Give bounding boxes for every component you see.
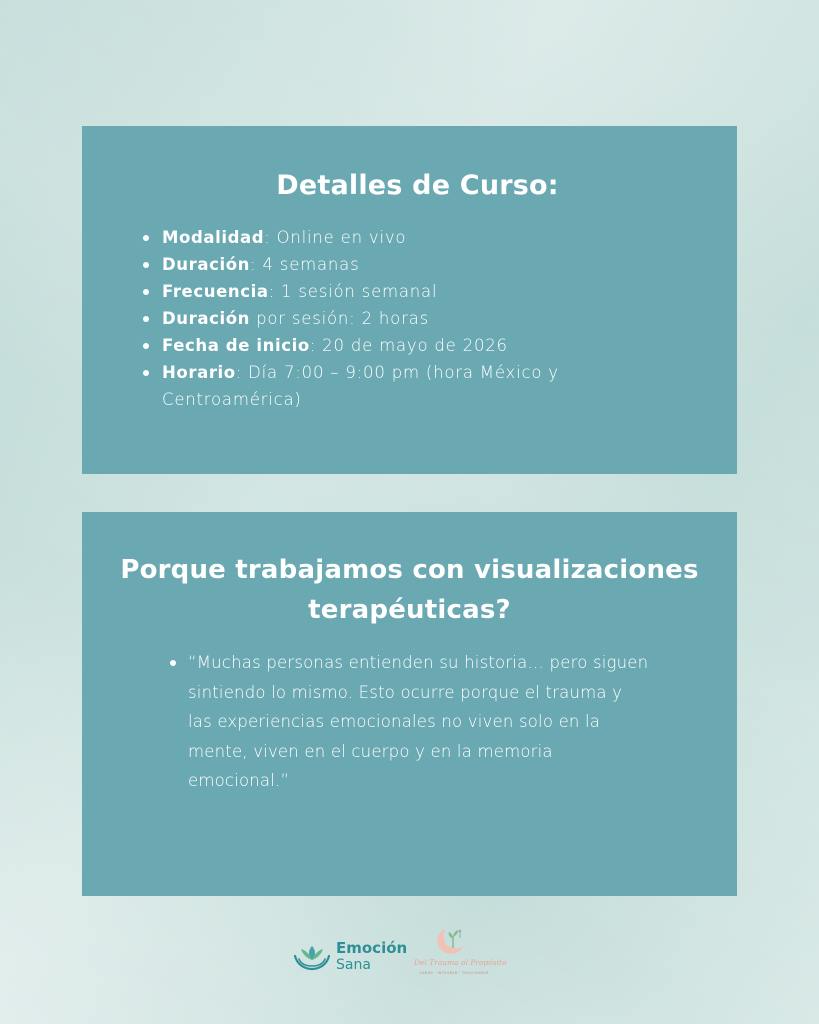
moon-sprout-icon [426, 926, 476, 958]
detail-value: : 1 sesión semanal [268, 282, 438, 301]
detail-label: Modalidad [162, 228, 265, 247]
emocion-sana-logo [292, 940, 412, 976]
detail-value: por sesión: 2 horas [250, 309, 429, 328]
footer-logos [0, 924, 819, 984]
detail-item-frecuencia [138, 278, 697, 305]
trauma-proposito-logo [414, 926, 507, 984]
detail-item-horario [138, 359, 697, 413]
detail-value: : 20 de mayo de 2026 [309, 336, 508, 355]
detail-label: Duración [162, 255, 251, 274]
detail-value: : Online en vivo [264, 228, 407, 247]
brand-line-1: Emoción [336, 939, 408, 957]
detail-label: Duración [162, 309, 251, 328]
why-visualizations-title: Porque trabajamos con visualizaciones terapéuticas? [120, 555, 699, 625]
detail-item-modalidad [138, 224, 697, 251]
detail-value: : 4 semanas [250, 255, 360, 274]
detail-label: Fecha de inicio [162, 336, 310, 355]
detail-item-duracion-sesion [138, 305, 697, 332]
course-details-card [82, 126, 737, 474]
detail-label: Horario [162, 363, 236, 382]
lotus-hands-icon [292, 942, 332, 974]
detail-value: : Día 7:00 – 9:00 pm (hora México y Centroamérica) [162, 363, 559, 409]
detail-item-duracion [138, 251, 697, 278]
quote-list [106, 648, 713, 796]
emocion-sana-wordmark [336, 940, 407, 974]
why-visualizations-card [82, 512, 737, 896]
detail-label: Frecuencia [162, 282, 269, 301]
trauma-script-text: Del Trauma al Propósito [414, 958, 507, 967]
quote-item: “Muchas personas entienden su historia… pero siguen sintiendo lo mismo. Esto ocurre porque el trauma y las experiencias emocionales no viven solo en la mente, viven en el cuerpo y en la memoria emocional.” [170, 648, 650, 796]
brand-line-2: Sana [336, 957, 371, 973]
course-details-title: Detalles de Curso: [276, 170, 559, 201]
detail-item-fecha-inicio [138, 332, 697, 359]
course-details-list [138, 224, 697, 413]
trauma-tagline: SANAR · INTEGRAR · TRASCENDER [419, 971, 489, 975]
